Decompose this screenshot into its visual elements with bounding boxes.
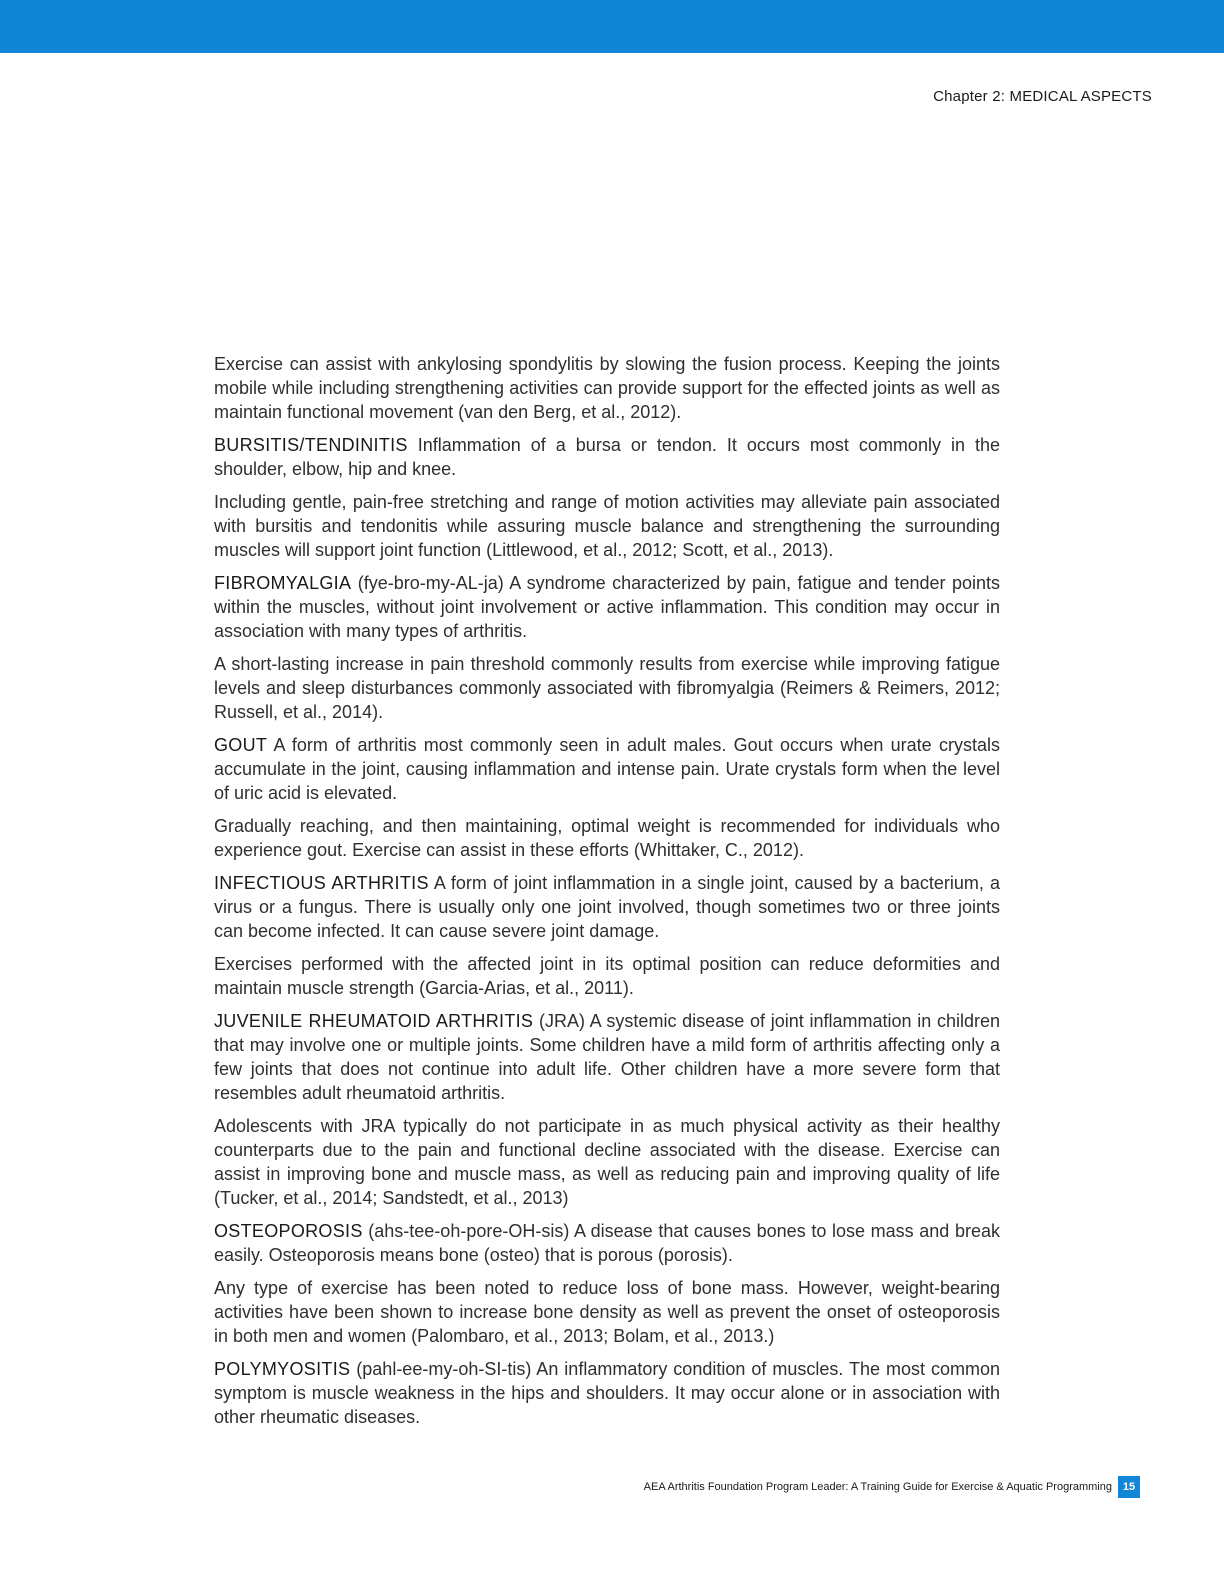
paragraph-text: Exercise can assist with ankylosing spondylitis by slowing the fusion process. Keeping the joints mobile while including strengthening activities can provide support for the effected joints as well as maintain functional movement (van den Berg, et al., 2012). bbox=[214, 354, 1000, 422]
paragraph-text: (fye-bro-my-AL-ja) A syndrome characterized by pain, fatigue and tender points within the muscles, without joint involvement or active inflammation. This condition may occur in association with many types of arthritis. bbox=[214, 573, 1000, 641]
chapter-heading: Chapter 2: MEDICAL ASPECTS bbox=[933, 88, 1152, 105]
paragraph bbox=[214, 652, 1000, 724]
paragraph bbox=[214, 871, 1000, 943]
paragraph-text: Inflammation of a bursa or tendon. It occurs most commonly in the shoulder, elbow, hip and knee. bbox=[214, 435, 1000, 479]
paragraph-text: (JRA) A systemic disease of joint inflammation in children that may involve one or multiple joints. Some children have a mild form of arthritis affecting only a few joints that does not continue into adult life. Other children have a more severe form that resembles adult rheumatoid arthritis. bbox=[214, 1011, 1001, 1103]
paragraph bbox=[214, 433, 1000, 481]
term: POLYMYOSITIS bbox=[214, 1359, 351, 1379]
paragraph-text: Adolescents with JRA typically do not participate in as much physical activity as their healthy counterparts due to the pain and functional decline associated with the disease. Exercise can assist in improving bone and muscle mass, as well as reducing pain and improving quality of life (Tucker, et al., 2014; Sandstedt, et al., 2013) bbox=[214, 1116, 1000, 1208]
header-band bbox=[0, 0, 1224, 53]
paragraph bbox=[214, 352, 1000, 424]
footer-title: AEA Arthritis Foundation Program Leader: A Training Guide for Exercise & Aquatic Programming bbox=[643, 1481, 1112, 1493]
paragraph bbox=[214, 1219, 1000, 1267]
page-footer bbox=[644, 1476, 1140, 1498]
paragraph-text: Any type of exercise has been noted to reduce loss of bone mass. However, weight-bearing activities have been shown to increase bone density as well as prevent the onset of osteoporosis in both men and women (Palombaro, et al., 2013; Bolam, et al., 2013.) bbox=[214, 1278, 1000, 1346]
paragraph-text: (ahs-tee-oh-pore-OH-sis) A disease that causes bones to lose mass and break easily. Osteoporosis means bone (osteo) that is porous (porosis). bbox=[214, 1221, 1000, 1265]
paragraph bbox=[214, 1114, 1000, 1210]
paragraph-text: A form of arthritis most commonly seen in adult males. Gout occurs when urate crystals accumulate in the joint, causing inflammation and intense pain. Urate crystals form when the level of uric acid is elevated. bbox=[214, 735, 1000, 803]
term: BURSITIS/TENDINITIS bbox=[214, 435, 408, 455]
term: FIBROMYALGIA bbox=[214, 573, 352, 593]
paragraph-text: (pahl-ee-my-oh-SI-tis) An inflammatory condition of muscles. The most common symptom is muscle weakness in the hips and shoulders. It may occur alone or in association with other rheumatic diseases. bbox=[214, 1359, 1000, 1427]
paragraph bbox=[214, 1009, 1000, 1105]
term: JUVENILE RHEUMATOID ARTHRITIS bbox=[214, 1011, 534, 1031]
paragraph bbox=[214, 490, 1000, 562]
body-text bbox=[214, 352, 1000, 1438]
paragraph bbox=[214, 571, 1000, 643]
paragraph bbox=[214, 952, 1000, 1000]
paragraph bbox=[214, 1357, 1000, 1429]
paragraph bbox=[214, 733, 1000, 805]
paragraph bbox=[214, 814, 1000, 862]
page-number: 15 bbox=[1118, 1476, 1140, 1498]
term: INFECTIOUS ARTHRITIS bbox=[214, 873, 429, 893]
paragraph-text: A form of joint inflammation in a single joint, caused by a bacterium, a virus or a fungus. There is usually only one joint involved, though sometimes two or three joints can become infected. It can cause severe joint damage. bbox=[214, 873, 1000, 941]
term: OSTEOPOROSIS bbox=[214, 1221, 363, 1241]
paragraph bbox=[214, 1276, 1000, 1348]
paragraph-text: Including gentle, pain-free stretching and range of motion activities may alleviate pain associated with bursitis and tendonitis while assuring muscle balance and strengthening the surrounding muscles will support joint function (Littlewood, et al., 2012; Scott, et al., 2013). bbox=[214, 492, 1000, 560]
paragraph-text: Gradually reaching, and then maintaining, optimal weight is recommended for individuals who experience gout. Exercise can assist in these efforts (Whittaker, C., 2012). bbox=[214, 816, 1000, 860]
term: GOUT bbox=[214, 735, 268, 755]
paragraph-text: Exercises performed with the affected joint in its optimal position can reduce deformities and maintain muscle strength (Garcia-Arias, et al., 2011). bbox=[214, 954, 1000, 998]
paragraph-text: A short-lasting increase in pain threshold commonly results from exercise while improving fatigue levels and sleep disturbances commonly associated with fibromyalgia (Reimers & Reimers, 2012; Russell, et al., 2014). bbox=[214, 654, 1000, 722]
